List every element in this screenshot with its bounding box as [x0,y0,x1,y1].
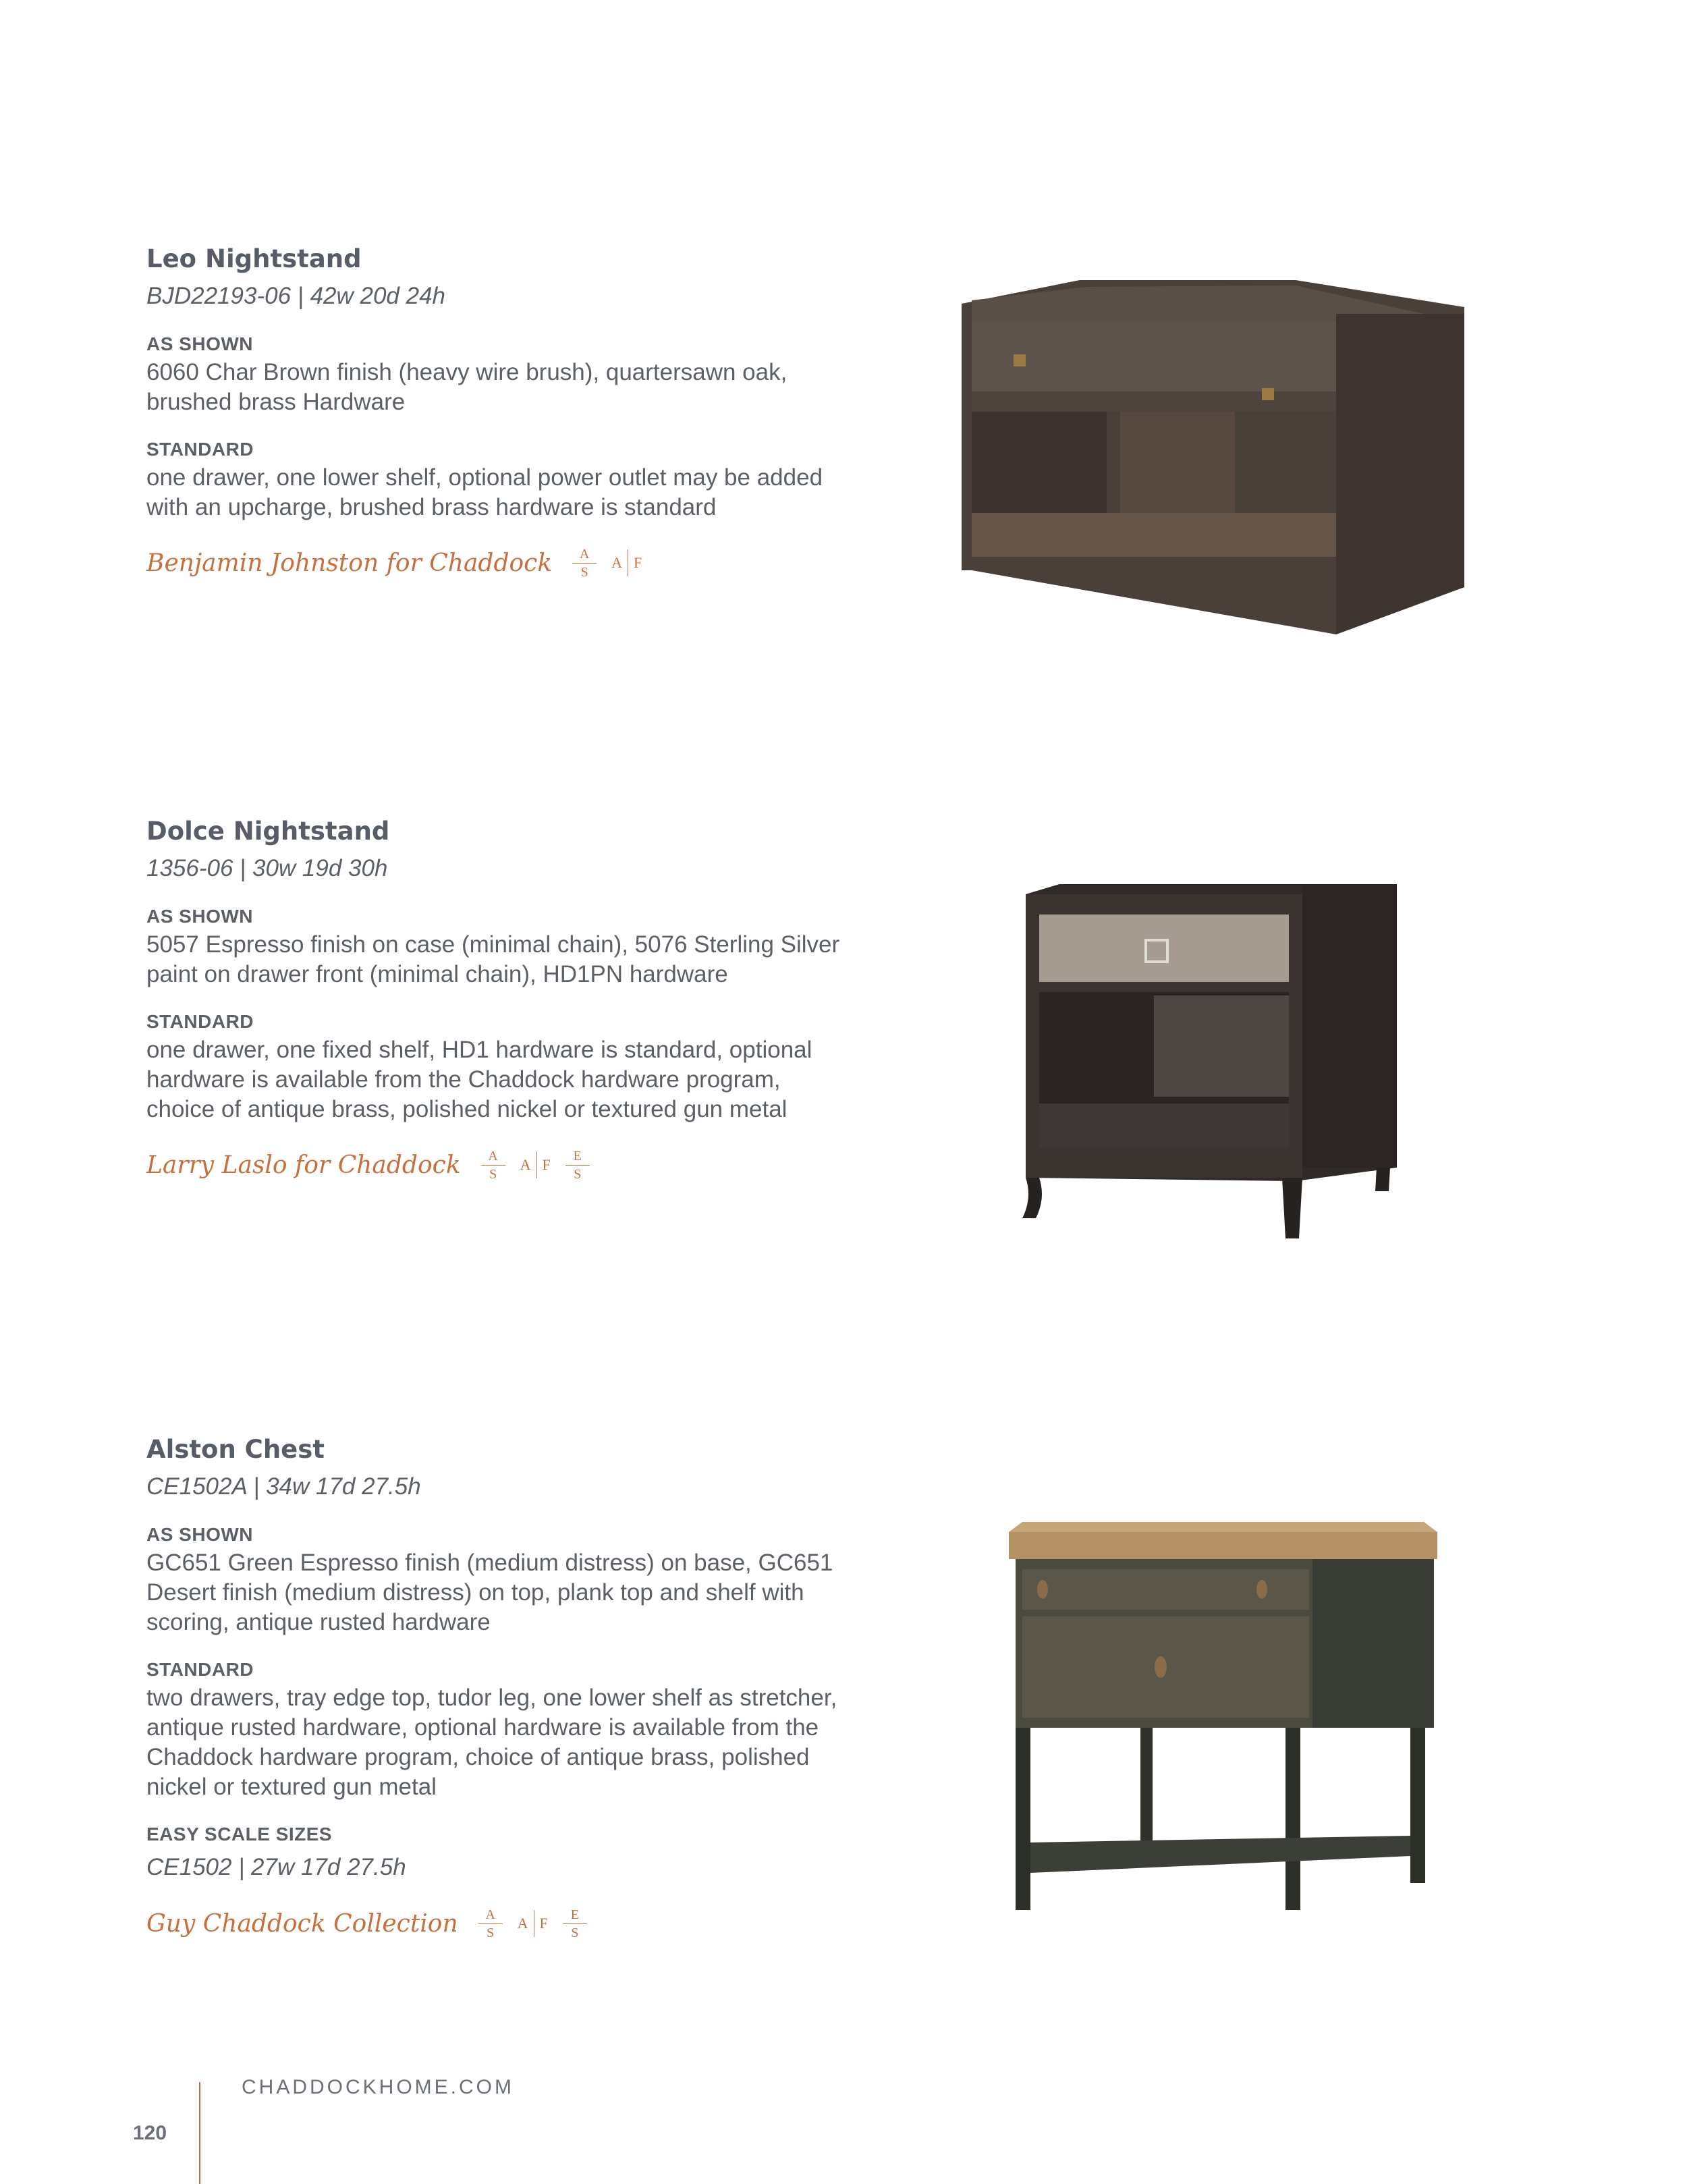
badge-af: A F [520,1151,551,1178]
as-shown-label: AS SHOWN [146,333,253,354]
as-shown-label: AS SHOWN [146,906,253,927]
designer-name: Guy Chaddock Collection [146,1909,458,1938]
as-shown-label: AS SHOWN [146,1524,253,1545]
designer-name: Benjamin Johnston for Chaddock [146,549,553,577]
product-dolce-nightstand [146,815,855,1185]
standard-text: one drawer, one lower shelf, optional power outlet may be added with an upcharge, brushed brass hardware is standard [146,464,823,520]
standard-label: STANDARD [146,439,254,460]
as-shown-text: GC651 Green Espresso finish (medium distress) on base, GC651 Desert finish (medium distress) on top, plank top and shelf with scoring, antique rusted hardware [146,1550,833,1635]
standard-text: two drawers, tray edge top, tudor leg, one lower shelf as stretcher, antique rusted hardware, optional hardware is available from the Chaddock hardware program, choice of antique brass, polished nickel or textured gun metal [146,1685,837,1800]
dolce-nightstand-image [1019,881,1404,1245]
badge-as: A S [481,1149,505,1182]
easy-scale-sku: CE1502 | 27w 17d 27.5h [146,1854,406,1880]
designer-signature [146,543,855,583]
product-sku: BJD22193-06 | 42w 20d 24h [146,283,446,309]
footer-website[interactable]: CHADDOCKHOME.COM [242,2076,515,2098]
footer-rule [199,2082,200,2184]
leo-nightstand-image [958,273,1471,651]
product-title: Alston Chest [146,1435,325,1464]
badge-as: A S [572,547,597,580]
designer-signature [146,1145,855,1185]
badge-es: E S [565,1149,590,1182]
product-alston-chest [146,1434,855,1944]
product-title: Leo Nightstand [146,244,362,273]
standard-label: STANDARD [146,1011,254,1032]
badge-af: A F [518,1910,548,1937]
page-number: 120 [133,2122,167,2144]
alston-chest-image [1005,1519,1444,1917]
designer-name: Larry Laslo for Chaddock [146,1151,461,1179]
product-sku: 1356-06 | 30w 19d 30h [146,855,388,881]
standard-text: one drawer, one fixed shelf, HD1 hardware is standard, optional hardware is available from the Chaddock hardware program, choice of antique brass, polished nickel or textured gun metal [146,1037,812,1122]
product-leo-nightstand [146,243,855,583]
badge-af: A F [611,549,642,576]
standard-label: STANDARD [146,1659,254,1680]
badge-es: E S [563,1907,587,1940]
easy-scale-label: EASY SCALE SIZES [146,1824,333,1845]
badge-as: A S [478,1907,503,1940]
designer-signature [146,1903,855,1944]
product-sku: CE1502A | 34w 17d 27.5h [146,1473,421,1500]
as-shown-text: 6060 Char Brown finish (heavy wire brush), quartersawn oak, brushed brass Hardware [146,359,787,415]
product-title: Dolce Nightstand [146,817,390,846]
as-shown-text: 5057 Espresso finish on case (minimal chain), 5076 Sterling Silver paint on drawer front (minimal chain), HD1PN hardware [146,931,840,987]
